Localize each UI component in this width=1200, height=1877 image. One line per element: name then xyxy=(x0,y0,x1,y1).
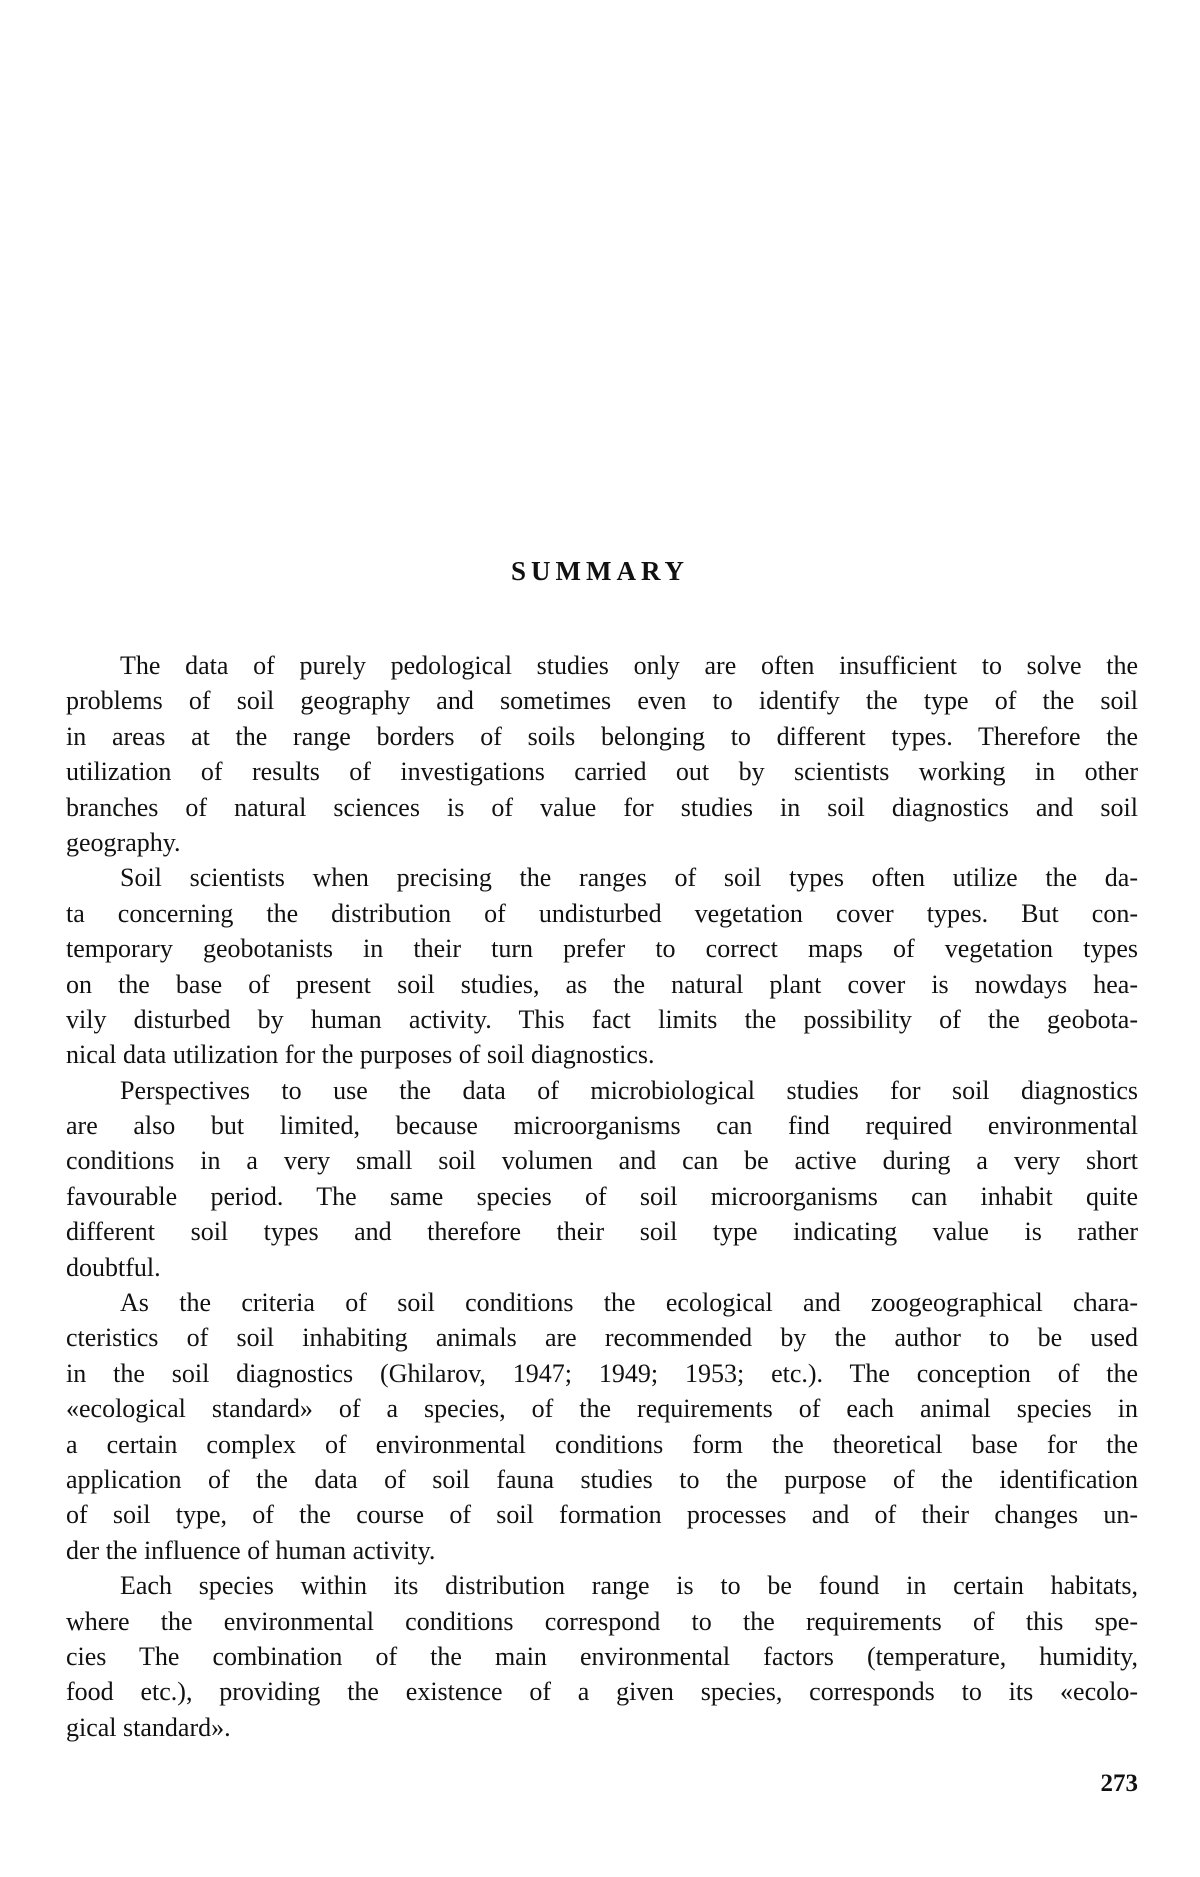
text-line: gical standard». xyxy=(66,1710,1138,1745)
paragraph xyxy=(66,1073,1138,1285)
text-line: doubtful. xyxy=(66,1250,1138,1285)
text-line: Soil scientists when precising the ranges of soil types often utilize the da- xyxy=(66,860,1138,895)
text-line: The data of purely pedological studies only are often insufficient to solve the xyxy=(66,648,1138,683)
summary-body xyxy=(66,648,1138,1745)
text-line: food etc.), providing the existence of a given species, corresponds to its «ecolo- xyxy=(66,1674,1138,1709)
text-line: Each species within its distribution range is to be found in certain habitats, xyxy=(66,1568,1138,1603)
text-line: cteristics of soil inhabiting animals are recommended by the author to be used xyxy=(66,1320,1138,1355)
text-line: favourable period. The same species of soil microorganisms can inhabit quite xyxy=(66,1179,1138,1214)
paragraph xyxy=(66,648,1138,860)
text-line: temporary geobotanists in their turn prefer to correct maps of vegetation types xyxy=(66,931,1138,966)
text-line: vily disturbed by human activity. This fact limits the possibility of the geobota- xyxy=(66,1002,1138,1037)
text-line: where the environmental conditions correspond to the requirements of this spe- xyxy=(66,1604,1138,1639)
text-line: branches of natural sciences is of value for studies in soil diagnostics and soil xyxy=(66,790,1138,825)
text-line: different soil types and therefore their soil type indicating value is rather xyxy=(66,1214,1138,1249)
text-line: utilization of results of investigations carried out by scientists working in other xyxy=(66,754,1138,789)
text-line: As the criteria of soil conditions the ecological and zoogeographical chara- xyxy=(66,1285,1138,1320)
paragraph xyxy=(66,860,1138,1072)
text-line: ta concerning the distribution of undisturbed vegetation cover types. But con- xyxy=(66,896,1138,931)
text-line: der the influence of human activity. xyxy=(66,1533,1138,1568)
text-line: conditions in a very small soil volumen and can be active during a very short xyxy=(66,1143,1138,1178)
text-line: Perspectives to use the data of microbiological studies for soil diagnostics xyxy=(66,1073,1138,1108)
text-line: in areas at the range borders of soils belonging to different types. Therefore the xyxy=(66,719,1138,754)
text-line: are also but limited, because microorganisms can find required environmental xyxy=(66,1108,1138,1143)
text-line: a certain complex of environmental conditions form the theoretical base for the xyxy=(66,1427,1138,1462)
page-number: 273 xyxy=(1101,1770,1139,1798)
text-line: in the soil diagnostics (Ghilarov, 1947; 1949; 1953; etc.). The conception of the xyxy=(66,1356,1138,1391)
paragraph xyxy=(66,1285,1138,1568)
text-line: of soil type, of the course of soil formation processes and of their changes un- xyxy=(66,1497,1138,1532)
text-line: application of the data of soil fauna studies to the purpose of the identification xyxy=(66,1462,1138,1497)
text-line: problems of soil geography and sometimes even to identify the type of the soil xyxy=(66,683,1138,718)
text-line: «ecological standard» of a species, of the requirements of each animal species in xyxy=(66,1391,1138,1426)
text-line: nical data utilization for the purposes of soil diagnostics. xyxy=(66,1037,1138,1072)
page-title: SUMMARY xyxy=(0,556,1200,587)
text-line: on the base of present soil studies, as the natural plant cover is nowdays hea- xyxy=(66,967,1138,1002)
text-line: geography. xyxy=(66,825,1138,860)
paragraph xyxy=(66,1568,1138,1745)
text-line: cies The combination of the main environmental factors (temperature, humidity, xyxy=(66,1639,1138,1674)
